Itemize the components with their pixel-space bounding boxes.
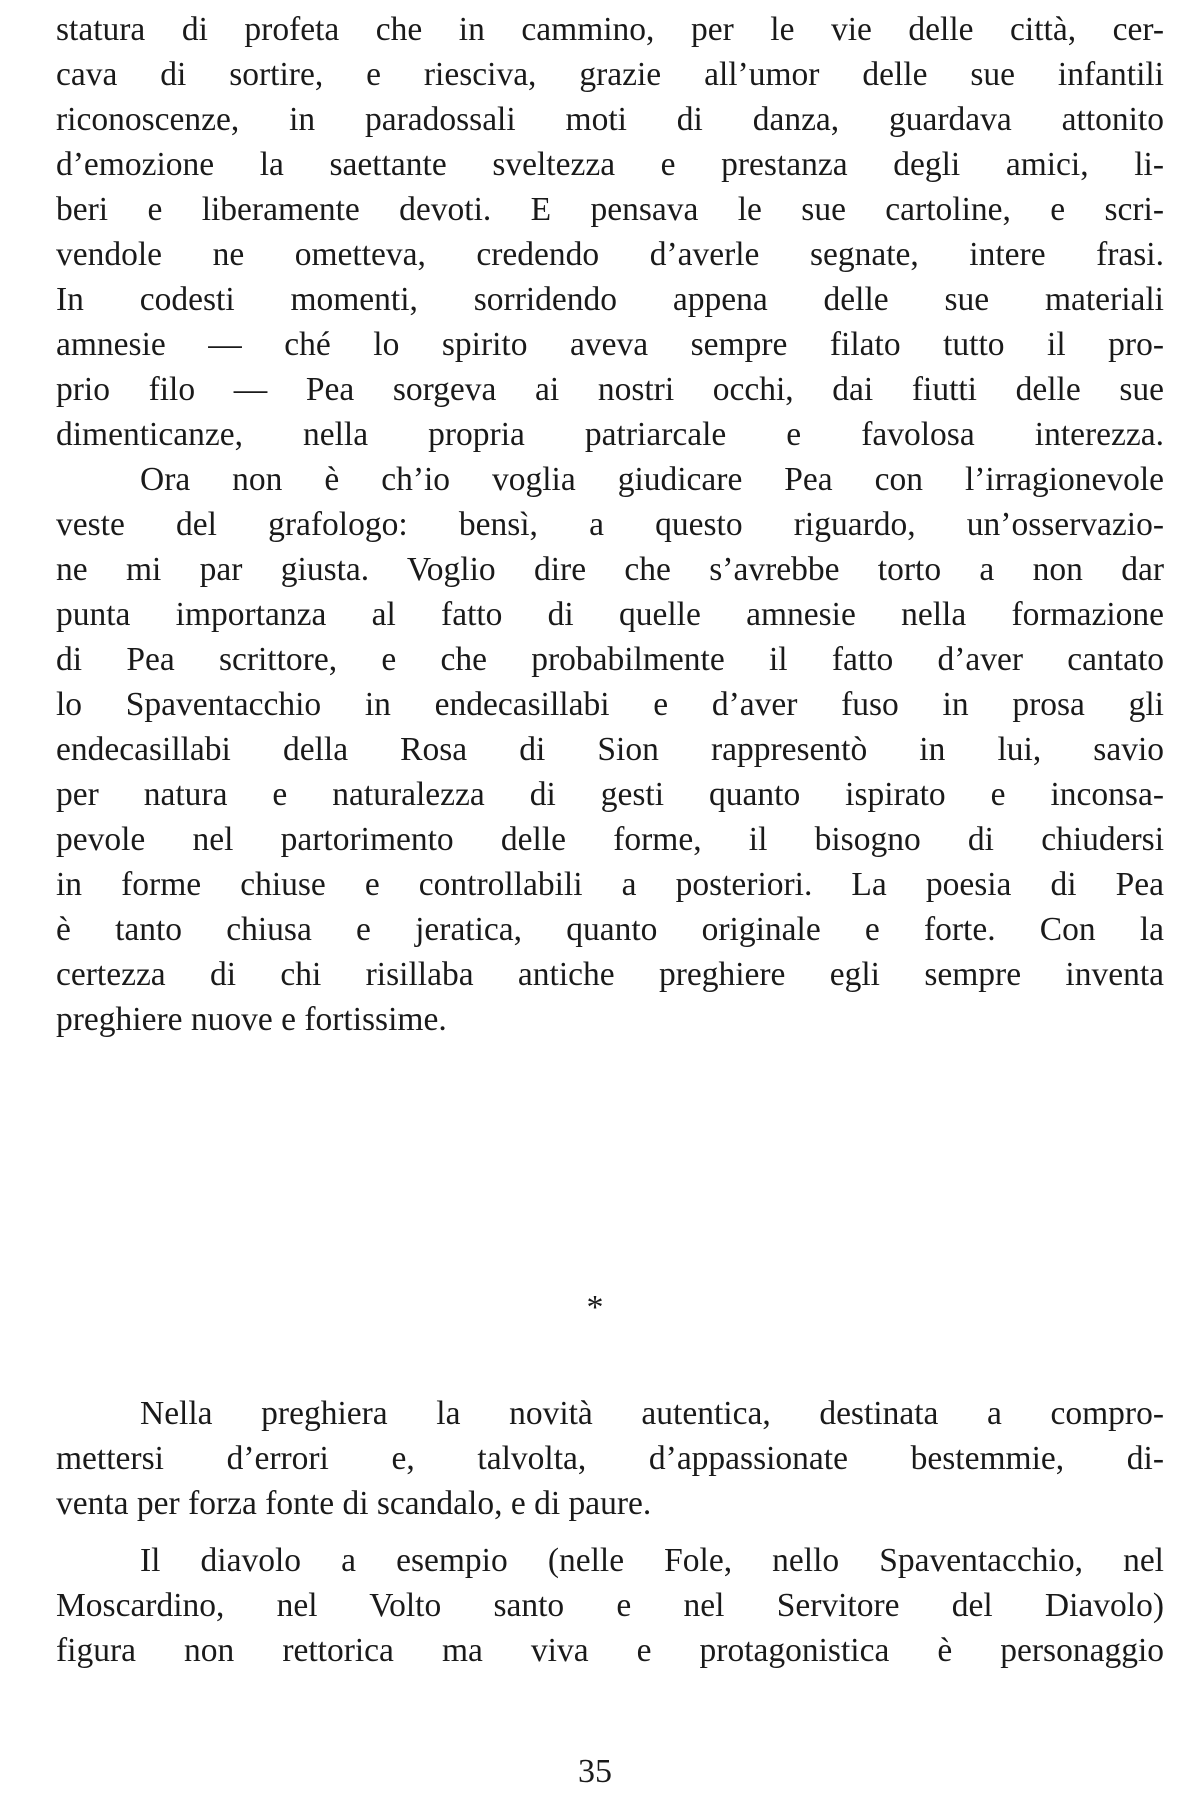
text-line: beri e liberamente devoti. E pensava le sue cartoline, e scri- bbox=[56, 191, 1164, 228]
text-line: è tanto chiusa e jeratica, quanto originale e forte. Con la bbox=[56, 911, 1164, 948]
section-break-asterisk: * bbox=[586, 1289, 604, 1326]
text-line: ne mi par giusta. Voglio dire che s’avrebbe torto a non dar bbox=[56, 551, 1164, 588]
text-line: riconoscenze, in paradossali moti di danza, guardava attonito bbox=[56, 101, 1164, 138]
text-line: certezza di chi risillaba antiche preghiere egli sempre inventa bbox=[56, 956, 1164, 993]
text-line: Moscardino, nel Volto santo e nel Servitore del Diavolo) bbox=[56, 1587, 1164, 1624]
text-line: statura di profeta che in cammino, per le vie delle città, cer- bbox=[56, 11, 1164, 48]
text-line: prio filo — Pea sorgeva ai nostri occhi, dai fiutti delle sue bbox=[56, 371, 1164, 408]
text-line: cava di sortire, e riesciva, grazie all’umor delle sue infantili bbox=[56, 56, 1164, 93]
text-line: veste del grafologo: bensì, a questo riguardo, un’osservazio- bbox=[56, 506, 1164, 543]
text-line: figura non rettorica ma viva e protagonistica è personaggio bbox=[56, 1632, 1164, 1669]
text-line: Ora non è ch’io voglia giudicare Pea con l’irragionevole bbox=[140, 461, 1164, 498]
text-line: preghiere nuove e fortissime. bbox=[56, 1001, 447, 1038]
text-line: dimenticanze, nella propria patriarcale e favolosa interezza. bbox=[56, 416, 1164, 453]
text-line: Il diavolo a esempio (nelle Fole, nello Spaventacchio, nel bbox=[140, 1542, 1164, 1579]
text-line: in forme chiuse e controllabili a posteriori. La poesia di Pea bbox=[56, 866, 1164, 903]
text-line: punta importanza al fatto di quelle amnesie nella formazione bbox=[56, 596, 1164, 633]
text-line: d’emozione la saettante sveltezza e prestanza degli amici, li- bbox=[56, 146, 1164, 183]
text-line: amnesie — ché lo spirito aveva sempre filato tutto il pro- bbox=[56, 326, 1164, 363]
text-line: lo Spaventacchio in endecasillabi e d’aver fuso in prosa gli bbox=[56, 686, 1164, 723]
text-line: In codesti momenti, sorridendo appena delle sue materiali bbox=[56, 281, 1164, 318]
text-line: per natura e naturalezza di gesti quanto ispirato e inconsa- bbox=[56, 776, 1164, 813]
text-line: pevole nel partorimento delle forme, il bisogno di chiudersi bbox=[56, 821, 1164, 858]
text-line: vendole ne ometteva, credendo d’averle segnate, intere frasi. bbox=[56, 236, 1164, 273]
text-line: Nella preghiera la novità autentica, destinata a compro- bbox=[140, 1395, 1164, 1432]
text-line: venta per forza fonte di scandalo, e di paure. bbox=[56, 1485, 652, 1522]
text-line: mettersi d’errori e, talvolta, d’appassionate bestemmie, di- bbox=[56, 1440, 1164, 1477]
text-line: endecasillabi della Rosa di Sion rappresentò in lui, savio bbox=[56, 731, 1164, 768]
text-line: di Pea scrittore, e che probabilmente il fatto d’aver cantato bbox=[56, 641, 1164, 678]
page-number: 35 bbox=[578, 1753, 612, 1790]
